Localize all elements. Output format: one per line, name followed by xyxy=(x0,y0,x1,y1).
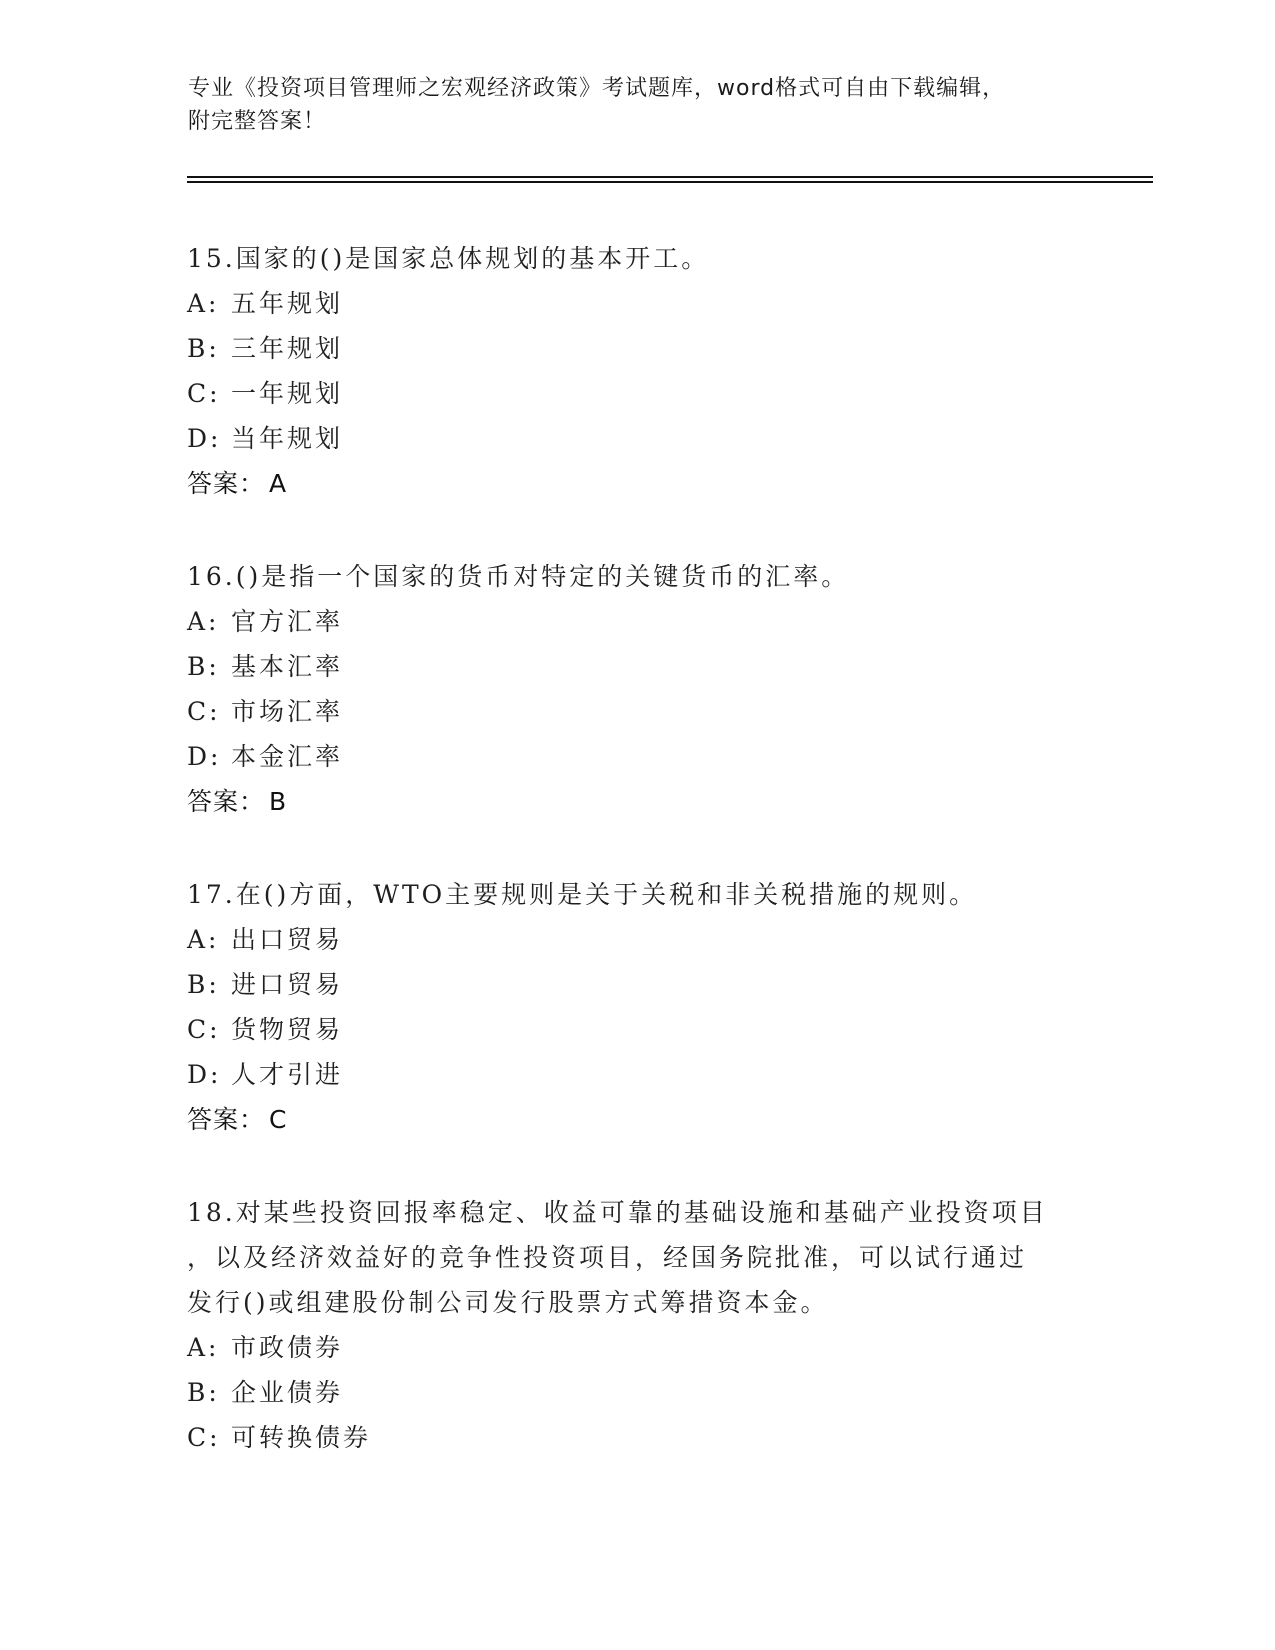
answer xyxy=(187,461,1087,506)
option-a xyxy=(187,281,1087,326)
option-d xyxy=(187,1052,1087,1097)
option-key: D: xyxy=(187,424,222,453)
option-text: 市场汇率 xyxy=(231,697,344,726)
option-key: A: xyxy=(187,1333,220,1362)
option-text: 出口贸易 xyxy=(231,925,344,954)
option-d xyxy=(187,416,1087,461)
option-text: 本金汇率 xyxy=(231,742,344,771)
question-18 xyxy=(187,1190,1087,1460)
option-text: 基本汇率 xyxy=(231,652,344,681)
option-key: A: xyxy=(187,289,220,318)
option-text: 一年规划 xyxy=(231,379,344,408)
option-key: A: xyxy=(187,607,220,636)
option-key: C: xyxy=(187,379,221,408)
option-b xyxy=(187,326,1087,371)
option-a xyxy=(187,1325,1087,1370)
option-text: 市政债券 xyxy=(231,1333,344,1362)
option-b xyxy=(187,644,1087,689)
question-text-line-1: 18.对某些投资回报率稳定、收益可靠的基础设施和基础产业投资项目 xyxy=(187,1198,1048,1227)
option-a xyxy=(187,917,1087,962)
option-text: 当年规划 xyxy=(231,424,344,453)
option-key: D: xyxy=(187,1060,222,1089)
answer-value: C xyxy=(269,1105,288,1134)
option-key: D: xyxy=(187,742,222,771)
question-15 xyxy=(187,236,1087,506)
question-list xyxy=(187,236,1087,1508)
question-text-line-2: ，以及经济效益好的竞争性投资项目，经国务院批准，可以试行通过 xyxy=(187,1243,1028,1272)
option-b xyxy=(187,962,1087,1007)
question-text: 15.国家的()是国家总体规划的基本开工。 xyxy=(187,244,710,273)
answer-value: B xyxy=(269,787,288,816)
option-key: C: xyxy=(187,1015,221,1044)
option-text: 五年规划 xyxy=(231,289,344,318)
option-c xyxy=(187,1415,1087,1460)
question-text-line-3: 发行()或组建股份制公司发行股票方式筹措资本金。 xyxy=(187,1288,829,1317)
header-divider-top xyxy=(187,176,1153,178)
option-text: 人才引进 xyxy=(231,1060,344,1089)
option-b xyxy=(187,1370,1087,1415)
question-17 xyxy=(187,872,1087,1142)
option-key: B: xyxy=(187,1378,220,1407)
option-key: B: xyxy=(187,970,220,999)
answer-label: 答案： xyxy=(187,469,266,498)
option-key: B: xyxy=(187,334,220,363)
option-key: C: xyxy=(187,697,221,726)
option-text: 企业债券 xyxy=(231,1378,344,1407)
answer-label: 答案： xyxy=(187,787,266,816)
answer xyxy=(187,1097,1087,1142)
option-c xyxy=(187,689,1087,734)
answer-label: 答案： xyxy=(187,1105,266,1134)
option-key: A: xyxy=(187,925,220,954)
option-text: 货物贸易 xyxy=(231,1015,344,1044)
option-text: 可转换债券 xyxy=(231,1423,372,1452)
question-text: 16.()是指一个国家的货币对特定的关键货币的汇率。 xyxy=(187,562,850,591)
header-line-1: 专业《投资项目管理师之宏观经济政策》考试题库，word格式可自由下载编辑， xyxy=(188,76,1006,101)
document-header xyxy=(188,72,1148,138)
option-c xyxy=(187,1007,1087,1052)
question-16 xyxy=(187,554,1087,824)
option-key: C: xyxy=(187,1423,221,1452)
question-text: 17.在()方面，WTO主要规则是关于关税和非关税措施的规则。 xyxy=(187,880,978,909)
option-a xyxy=(187,599,1087,644)
option-text: 进口贸易 xyxy=(231,970,344,999)
option-d xyxy=(187,734,1087,779)
answer-value: A xyxy=(269,469,288,498)
header-divider-bottom xyxy=(187,181,1153,183)
option-c xyxy=(187,371,1087,416)
option-text: 三年规划 xyxy=(231,334,344,363)
option-key: B: xyxy=(187,652,220,681)
header-line-2: 附完整答案！ xyxy=(188,109,327,134)
answer xyxy=(187,779,1087,824)
option-text: 官方汇率 xyxy=(231,607,344,636)
